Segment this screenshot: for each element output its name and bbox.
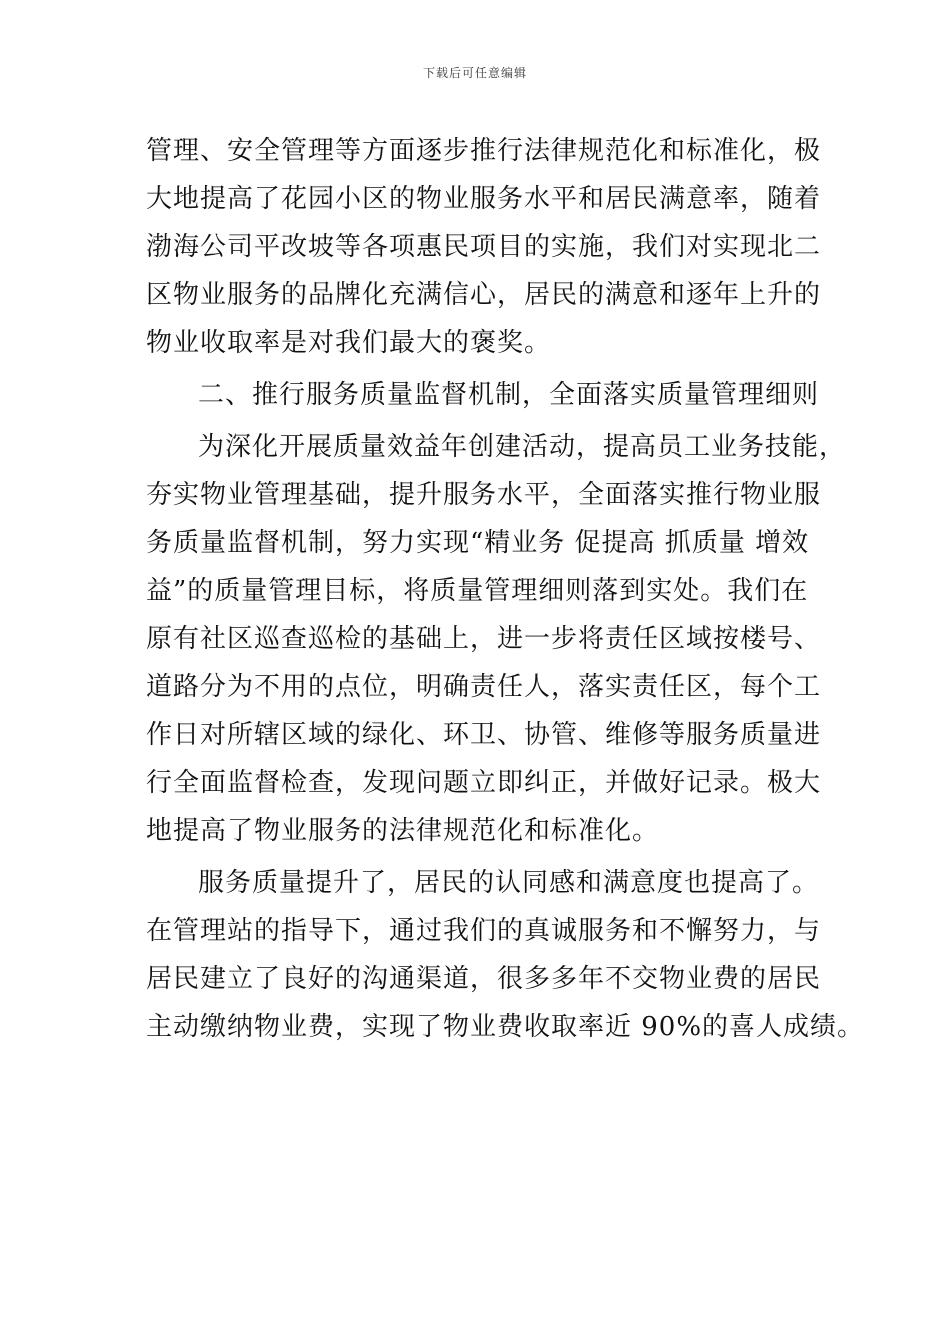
- paragraph-1: [146, 127, 822, 367]
- text-line: 区物业服务的品牌化充满信心，居民的满意和逐年上升的: [146, 280, 822, 310]
- heading-line: 二、推行服务质量监督机制，全面落实质量管理细则: [198, 380, 820, 410]
- text-line: 作日对所辖区域的绿化、环卫、协管、维修等服务质量进: [146, 720, 822, 750]
- text-line: 益”的质量管理目标，将质量管理细则落到实处。我们在: [146, 576, 809, 606]
- text-line: 地提高了物业服务的法律规范化和标准化。: [146, 816, 660, 846]
- section-heading: [146, 371, 820, 419]
- text-line: 原有社区巡查巡检的基础上，进一步将责任区域按楼号、: [146, 624, 822, 654]
- text-line: 夯实物业管理基础，提升服务水平，全面落实推行物业服: [146, 480, 822, 510]
- text-line: 道路分为不用的点位，明确责任人，落实责任区，每个工: [146, 672, 822, 702]
- text-line: 渤海公司平改坡等各项惠民项目的实施，我们对实现北二: [146, 232, 822, 262]
- text-line: 物业收取率是对我们最大的褒奖。: [146, 328, 552, 358]
- text-line: 服务质量提升了，居民的认同感和满意度也提高了。: [198, 868, 820, 898]
- text-line: 在管理站的指导下，通过我们的真诚服务和不懈努力，与: [146, 916, 822, 946]
- text-line: 大地提高了花园小区的物业服务水平和居民满意率，随着: [146, 184, 822, 214]
- text-line: 务质量监督机制，努力实现“精业务 促提高 抓质量 增效: [146, 528, 810, 558]
- text-line: 为深化开展质量效益年创建活动，提高员工业务技能，: [198, 432, 847, 462]
- paragraph-3: [146, 859, 865, 1051]
- text-line: 行全面监督检查，发现问题立即纠正，并做好记录。极大: [146, 768, 822, 798]
- page-header: 下载后可任意编辑: [422, 66, 527, 80]
- text-line: 主动缴纳物业费，实现了物业费收取率近 90%的喜人成绩。: [146, 1012, 865, 1042]
- text-line: 居民建立了良好的沟通渠道，很多多年不交物业费的居民: [146, 964, 822, 994]
- paragraph-2: [146, 423, 847, 855]
- text-line: 管理、安全管理等方面逐步推行法律规范化和标准化，极: [146, 136, 822, 166]
- document-body: [146, 127, 865, 1051]
